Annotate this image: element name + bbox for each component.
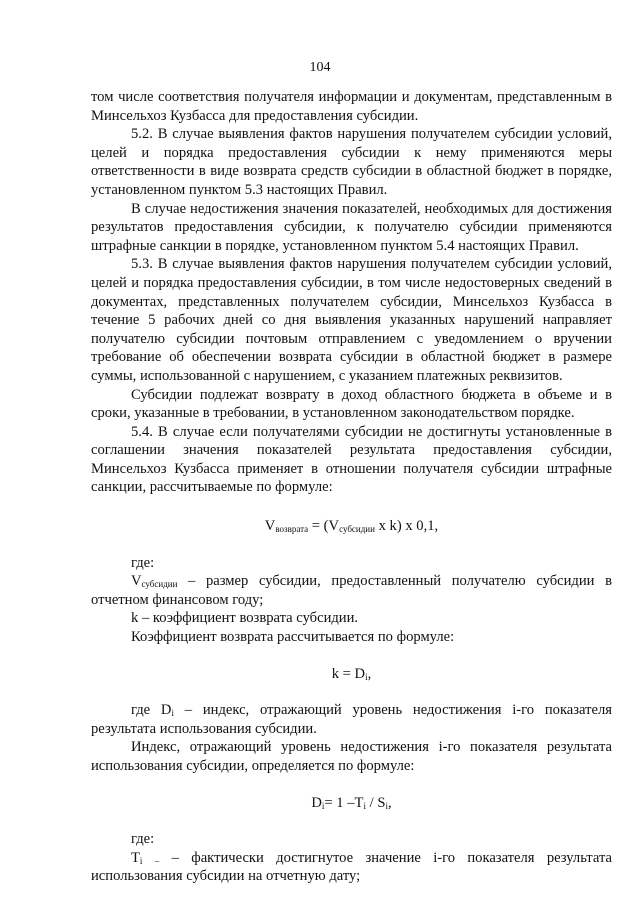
where-label: где: (131, 831, 155, 848)
paragraph-5-3: 5.3. В случае выявления фактов нарушения получателем субсидии условий, целей и порядка предоставления субсидии, в том числе недостоверных сведений в документах, представленных получателем субсидии, Минсельхоз Кузбасса в течение 5 рабочих дней со дня выявления указанных нарушений направляет получателю субсидии почтовым отправлением с уведомлением о вручении требование об обеспечении возврата субсидии в областной бюджет в размере суммы, использованной с нарушением, с указанием платежных реквизитов. (91, 256, 612, 384)
formula-subscript: i (321, 800, 325, 811)
formula-index (91, 794, 612, 813)
where-label: где: (131, 554, 155, 571)
symbol-subscript: субсидии (141, 579, 178, 590)
symbol-subscript: – (154, 855, 160, 866)
formula-subscript: i (385, 800, 388, 811)
paragraph: В случае недостижения значения показателей, необходимых для достижения результатов предоставления субсидии, к получателю субсидии применяются штрафные санкции в порядке, установленном пунктом 5.4 настоящих Правил. (91, 200, 612, 254)
definition-text: где D (131, 702, 172, 719)
formula-subscript: i (363, 800, 366, 811)
definition-text: – фактически достигнутое значение i-го показателя результата использования субсидии на отчетную дату; (91, 849, 612, 885)
symbol-subscript: i (171, 708, 174, 719)
formula-text: x k) x 0,1, (374, 518, 439, 535)
page-number: 104 (309, 60, 331, 75)
formula-text: / S (365, 794, 386, 811)
paragraph: Субсидии подлежат возврату в доход областного бюджета в объеме и в сроки, указанные в требовании, в установленном законодательством порядке. (91, 386, 612, 422)
formula-text: = (V (308, 518, 340, 535)
document-body (91, 88, 612, 886)
formula-coefficient (91, 665, 612, 684)
paragraph: Индекс, отражающий уровень недостижения i-го показателя результата использования субсидии, определяется по формуле: (91, 739, 612, 774)
paragraph-5-4: 5.4. В случае если получателями субсидии не достигнуты установленные в соглашении значения показателей результата предоставления субсидии, Минсельхоз Кузбасса применяет в отношении получателя субсидии штрафные санкции, рассчитываемые по формуле: (91, 423, 612, 496)
definition-t (91, 849, 612, 886)
formula-text: , (387, 794, 392, 811)
formula-text: k = D (331, 665, 366, 682)
symbol-subscript: i (139, 855, 143, 866)
symbol: V (131, 573, 142, 590)
definition-v-subsidy (91, 572, 612, 609)
formula-subscript: возврата (275, 524, 309, 535)
definition-k: k – коэффициент возврата субсидии. (131, 610, 359, 627)
symbol: T (131, 849, 140, 866)
paragraph-5-2: 5.2. В случае выявления фактов нарушения получателем субсидии условий, целей и порядка предоставления субсидии к нему применяются меры ответственности в виде возврата средств субсидии в областной бюджет в порядке, установленном пунктом 5.3 настоящих Правил. (91, 126, 612, 198)
formula-subscript: i (365, 671, 368, 682)
formula-symbol: V (264, 518, 276, 535)
paragraph: Коэффициент возврата рассчитывается по формуле: (131, 629, 455, 646)
definition-text: – индекс, отражающий уровень недостижения i-го показателя результата использования субсидии. (91, 702, 612, 737)
formula-text: , (367, 665, 372, 682)
formula-penalty (91, 517, 612, 536)
definition-d (91, 701, 612, 738)
formula-symbol: D (311, 794, 322, 811)
definition-text: – размер субсидии, предоставленный получателю субсидии в отчетном финансовом году; (91, 573, 612, 608)
paragraph: том числе соответствия получателя информации и документам, представленным в Минсельхоз Кузбасса для предоставления субсидии. (91, 89, 612, 124)
formula-text: = 1 –T (324, 794, 364, 811)
formula-subscript: субсидии (339, 524, 375, 535)
